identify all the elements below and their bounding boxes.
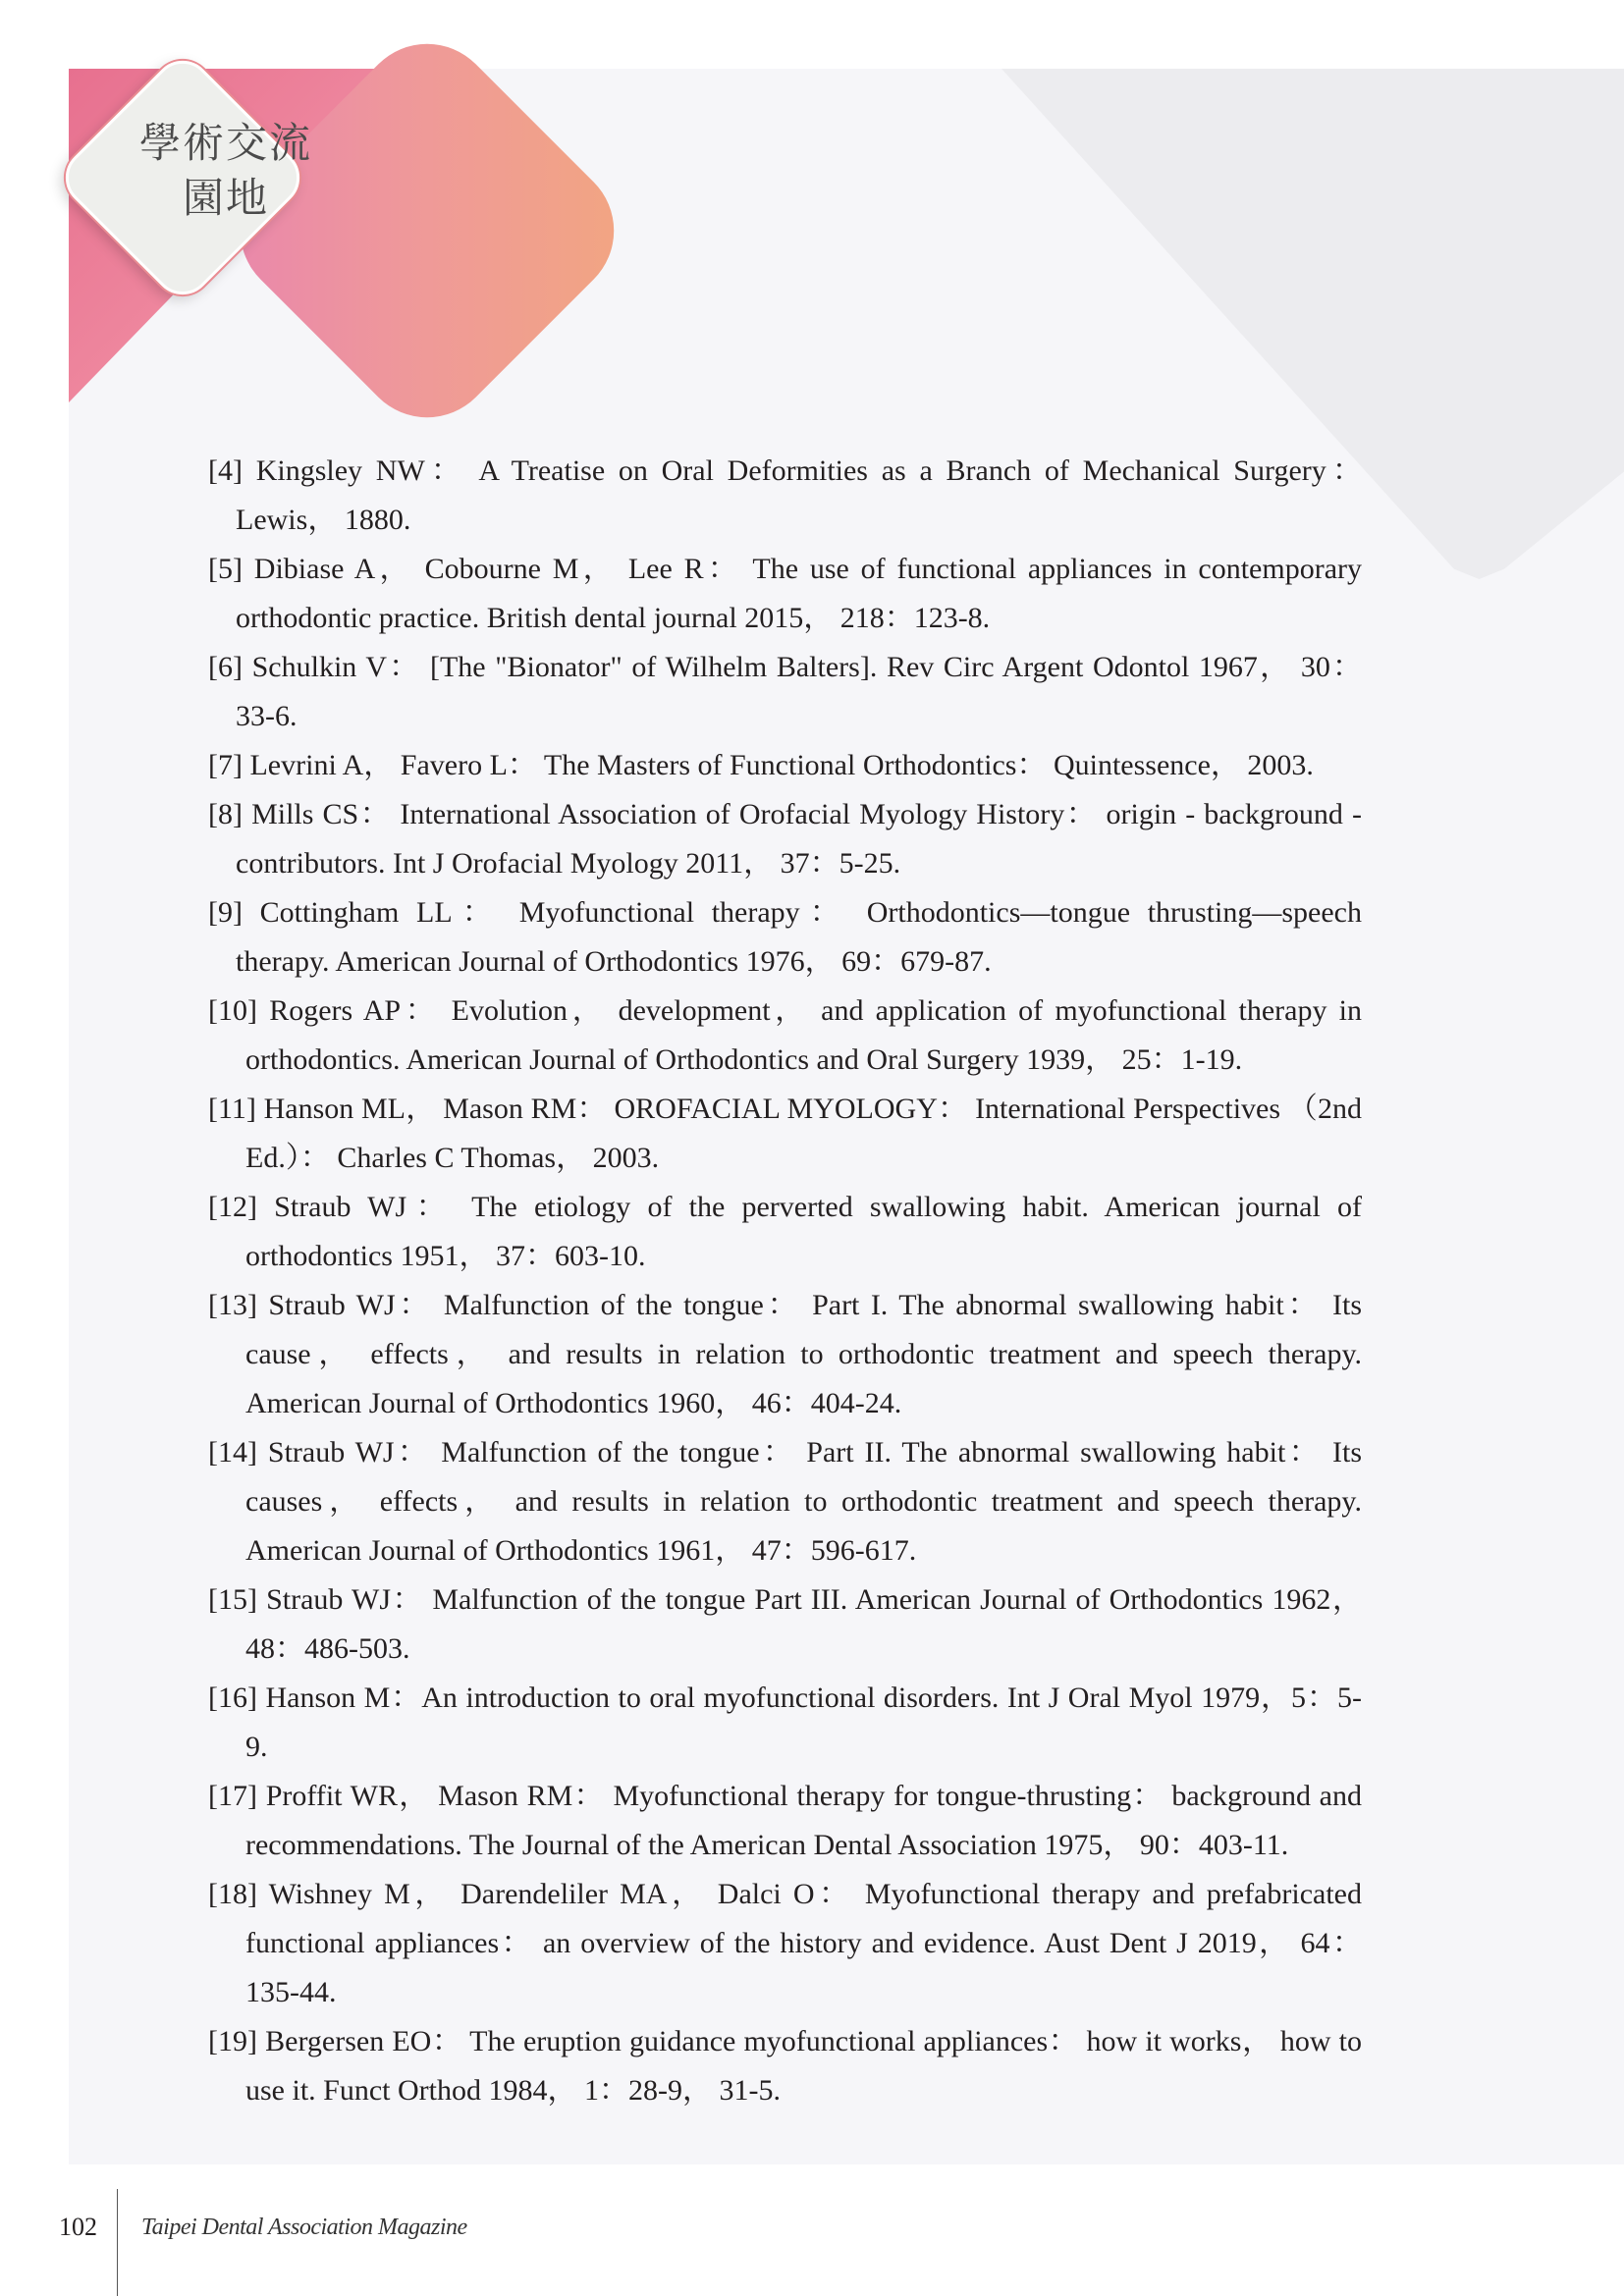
reference-number: [19]	[208, 2025, 257, 2057]
section-badge-line1: 學術交流	[138, 119, 312, 167]
reference-item	[208, 1575, 1362, 1674]
reference-text: Wishney M， Darendeliler MA， Dalci O： Myofunctional therapy and prefabricated functional appliances： an overview of the history and evidence. Aust Dent J 2019， 64：135-44.	[245, 1878, 1362, 2008]
reference-item	[208, 987, 1362, 1085]
reference-number: [5]	[208, 553, 243, 585]
reference-number: [6]	[208, 651, 243, 683]
reference-text: Hanson M：An introduction to oral myofunctional disorders. Int J Oral Myol 1979，5：5-9.	[245, 1682, 1362, 1763]
section-badge-label	[108, 116, 344, 226]
reference-text: Bergersen EO： The eruption guidance myofunctional appliances： how it works， how to use it. Funct Orthod 1984， 1：28-9， 31-5.	[245, 2025, 1363, 2107]
reference-item	[208, 1428, 1362, 1575]
reference-item	[208, 1183, 1362, 1281]
reference-number: [17]	[208, 1780, 257, 1812]
reference-text: Kingsley NW： A Treatise on Oral Deformities as a Branch of Mechanical Surgery： Lewis， 1880.	[236, 454, 1362, 536]
magazine-title: Taipei Dental Association Magazine	[141, 2215, 467, 2240]
reference-text: Straub WJ： Malfunction of the tongue： Part I. The abnormal swallowing habit： Its cause， effects， and results in relation to orthodontic treatment and speech therapy. American Journal of Orthodontics 1960， 46：404-24.	[245, 1289, 1362, 1419]
reference-number: [14]	[208, 1436, 257, 1468]
reference-text: Levrini A， Favero L： The Masters of Functional Orthodontics： Quintessence， 2003.	[249, 749, 1314, 781]
reference-item	[208, 545, 1362, 643]
reference-number: [15]	[208, 1583, 257, 1616]
footer-divider	[117, 2189, 118, 2296]
section-badge-line2: 園地	[182, 174, 269, 222]
page-number: 102	[59, 2213, 97, 2241]
reference-number: [8]	[208, 798, 243, 830]
reference-number: [13]	[208, 1289, 257, 1321]
reference-item	[208, 1281, 1362, 1428]
reference-text: Straub WJ： Malfunction of the tongue： Part II. The abnormal swallowing habit： Its causes， effects， and results in relation to orthodontic treatment and speech therapy. American Journal of Orthodontics 1961， 47：596-617.	[245, 1436, 1363, 1567]
reference-text: Straub WJ： The etiology of the perverted swallowing habit. American journal of orthodontics 1951， 37：603-10.	[245, 1191, 1362, 1272]
reference-item	[208, 447, 1362, 545]
reference-item	[208, 643, 1362, 741]
reference-text: Hanson ML， Mason RM： OROFACIAL MYOLOGY： International Perspectives （2nd Ed.）： Charles C Thomas， 2003.	[245, 1093, 1362, 1174]
reference-item	[208, 1674, 1362, 1772]
reference-item	[208, 2017, 1362, 2115]
reference-number: [11]	[208, 1093, 256, 1125]
reference-list	[208, 447, 1362, 2115]
reference-text: Straub WJ： Malfunction of the tongue Part III. American Journal of Orthodontics 1962， 48：486-503.	[245, 1583, 1363, 1665]
reference-item	[208, 888, 1362, 987]
reference-number: [9]	[208, 896, 243, 929]
reference-item	[208, 1085, 1362, 1183]
reference-text: Mills CS： International Association of Orofacial Myology History： origin - background - contributors. Int J Orofacial Myology 2011， 37：5-25.	[236, 798, 1362, 880]
reference-number: [4]	[208, 454, 243, 487]
reference-number: [10]	[208, 994, 257, 1027]
reference-item	[208, 790, 1362, 888]
reference-text: Rogers AP： Evolution， development， and application of myofunctional therapy in orthodontics. American Journal of Orthodontics and Oral Surgery 1939， 25：1-19.	[245, 994, 1362, 1076]
reference-text: Cottingham LL： Myofunctional therapy： Orthodontics—tongue thrusting—speech therapy. American Journal of Orthodontics 1976， 69：679-87.	[236, 896, 1362, 978]
reference-text: Schulkin V： [The "Bionator" of Wilhelm Balters]. Rev Circ Argent Odontol 1967， 30：33-6.	[236, 651, 1362, 732]
reference-text: Proffit WR， Mason RM： Myofunctional therapy for tongue-thrusting： background and recommendations. The Journal of the American Dental Association 1975， 90：403-11.	[245, 1780, 1363, 1861]
reference-number: [16]	[208, 1682, 257, 1714]
reference-text: Dibiase A， Cobourne M， Lee R： The use of functional appliances in contemporary orthodontic practice. British dental journal 2015， 218：123-8.	[236, 553, 1363, 634]
reference-item	[208, 741, 1362, 790]
reference-number: [18]	[208, 1878, 257, 1910]
reference-item	[208, 1772, 1362, 1870]
reference-item	[208, 1870, 1362, 2017]
reference-number: [12]	[208, 1191, 257, 1223]
reference-number: [7]	[208, 749, 243, 781]
